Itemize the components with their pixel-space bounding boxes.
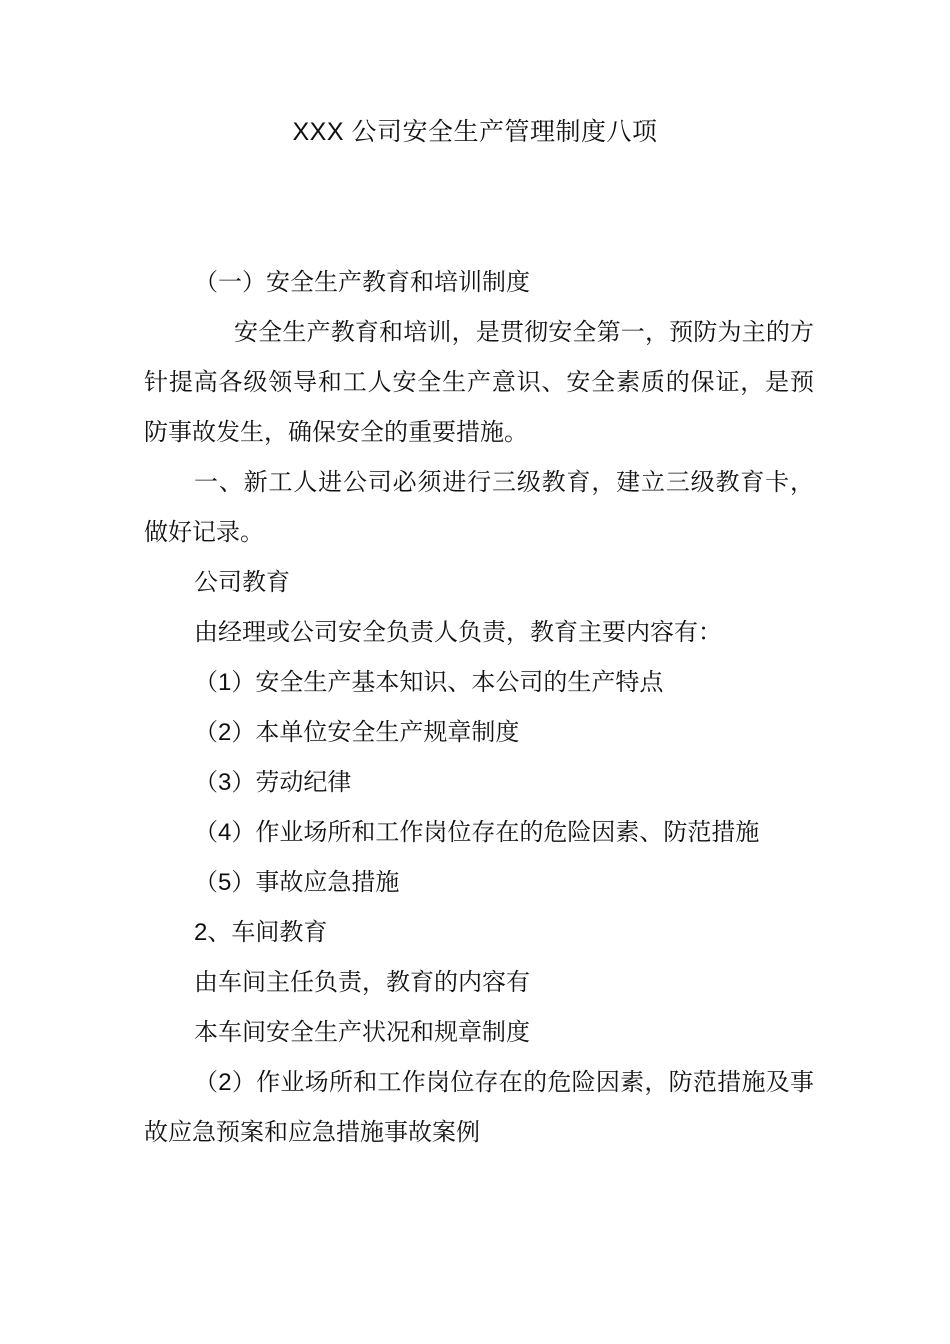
paragraph-workshop-responsible: 由车间主任负责，教育的内容有 [194, 969, 530, 996]
list-item: （2）本单位安全生产规章制度 [194, 719, 520, 746]
paragraph-intro: 安全生产教育和培训，是贯彻安全第一，预防为主的方针提高各级领导和工人安全生产意识、安全素质的保证，是预防事故发生，确保安全的重要措施。 [144, 319, 814, 446]
list-item: （5）事故应急措施 [194, 869, 400, 896]
paragraph-three-level-education: 一、新工人进公司必须进行三级教育，建立三级教育卡，做好记录。 [144, 469, 814, 546]
paragraph-workshop-status: 本车间安全生产状况和规章制度 [194, 1019, 530, 1046]
list-item: （2）作业场所和工作岗位存在的危险因素，防范措施及事故应急预案和应急措施事故案例 [144, 1069, 814, 1146]
list-item: （3）劳动纪律 [194, 769, 352, 796]
document-title: XXX 公司安全生产管理制度八项 [292, 118, 658, 146]
section-heading: （一）安全生产教育和培训制度 [194, 269, 530, 296]
list-item: （1）安全生产基本知识、本公司的生产特点 [194, 669, 664, 696]
document-body [144, 258, 814, 1158]
list-item: （4）作业场所和工作岗位存在的危险因素、防范措施 [194, 819, 760, 846]
subheading-company-education: 公司教育 [194, 569, 290, 596]
subheading-workshop-education: 2、车间教育 [194, 919, 328, 946]
paragraph-company-responsible: 由经理或公司安全负责人负责，教育主要内容有： [194, 619, 722, 646]
